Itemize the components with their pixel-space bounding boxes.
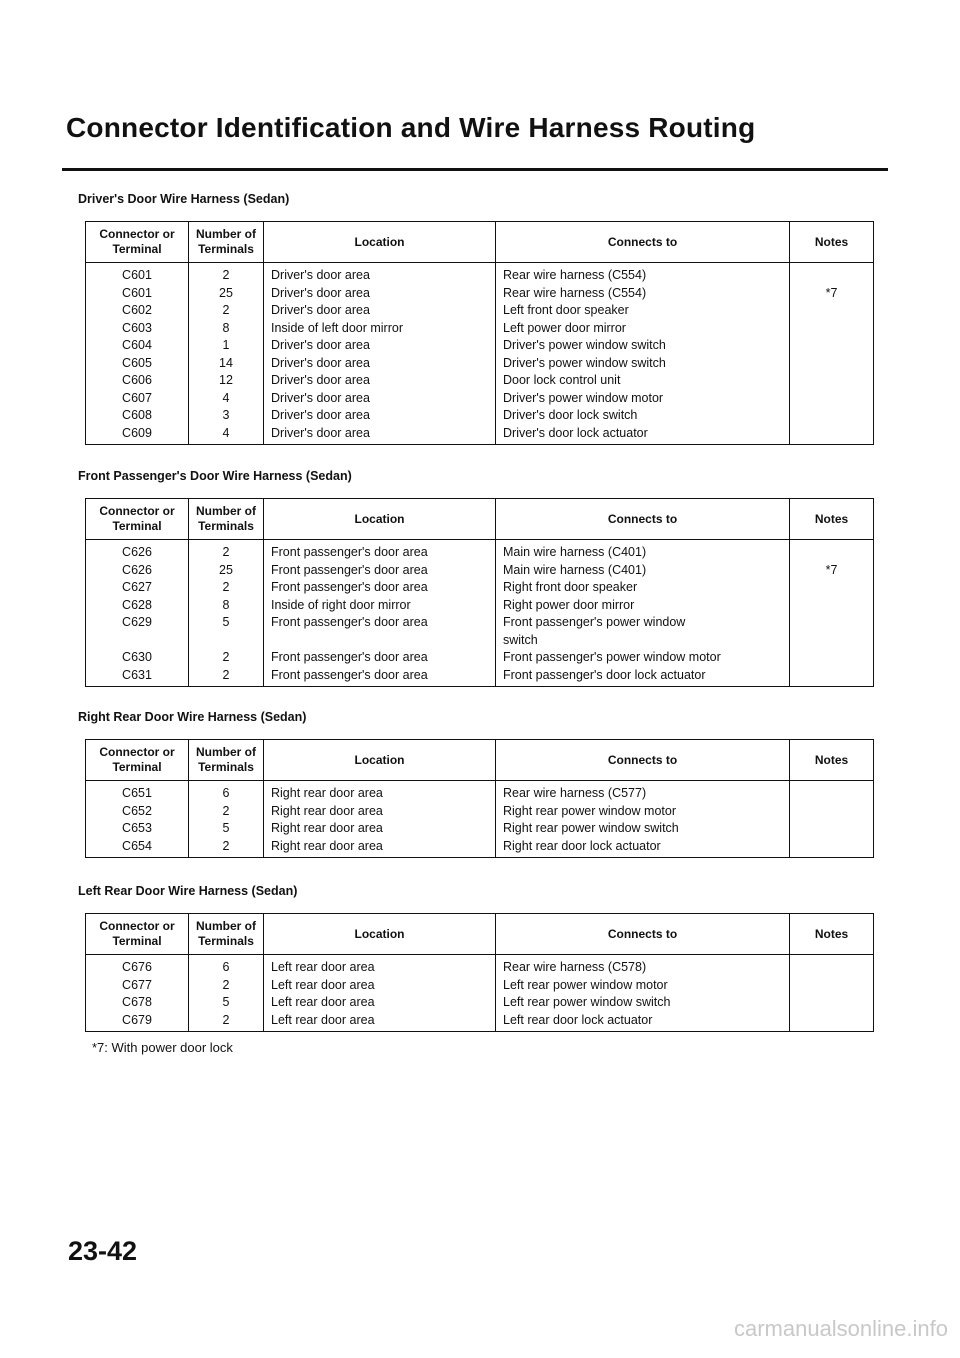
table-body	[86, 781, 874, 858]
terminal-count: 4	[222, 425, 230, 440]
terminal-count: 1	[222, 338, 230, 352]
connector-id: C679	[122, 1012, 152, 1027]
connects-to-text: Driver's door lock actuator	[503, 425, 648, 440]
section-title-front-passenger-door: Front Passenger's Door Wire Harness (Sedan)	[78, 469, 352, 483]
location-text: Front passenger's door area	[271, 615, 428, 629]
header-terminals: Number of Terminals	[189, 222, 264, 263]
terminal-count: 5	[222, 995, 230, 1009]
connects-to-text: Right rear power window switch	[503, 821, 679, 835]
footnote: *7: With power door lock	[92, 1040, 233, 1055]
connector-id: C604	[122, 338, 152, 352]
section-title-left-rear-door: Left Rear Door Wire Harness (Sedan)	[78, 884, 298, 898]
terminal-count: 3	[222, 408, 230, 422]
location-text: Driver's door area	[271, 373, 370, 387]
table-header-row	[86, 740, 874, 781]
connects-to-text: Front passenger's power window	[503, 615, 686, 629]
notes-column	[790, 955, 874, 1032]
location-text: Front passenger's door area	[271, 650, 428, 664]
connector-column	[86, 955, 189, 1032]
terminal-count: 2	[222, 650, 230, 664]
connects-to-text: Left rear door lock actuator	[503, 1012, 653, 1027]
location-text: Front passenger's door area	[271, 580, 428, 594]
connects-to-text: Driver's door lock switch	[503, 408, 638, 422]
connector-id: C651	[122, 786, 152, 800]
header-connects-to: Connects to	[496, 914, 790, 955]
connector-id: C603	[122, 320, 152, 335]
connects-to-text: Right rear power window motor	[503, 803, 676, 818]
table-body	[86, 955, 874, 1032]
location-text: Inside of left door mirror	[271, 320, 403, 335]
table-header-row	[86, 914, 874, 955]
terminal-count: 2	[222, 303, 230, 317]
connects-to-text: Left rear power window switch	[503, 995, 671, 1009]
terminal-count: 25	[219, 285, 233, 300]
connector-column	[86, 540, 189, 687]
note-text: *7	[825, 562, 838, 577]
terminal-count: 2	[222, 268, 230, 282]
location-text: Right rear door area	[271, 786, 383, 800]
connects-to-text: Driver's power window switch	[503, 355, 666, 370]
connector-id: C626	[122, 562, 152, 577]
location-text: Front passenger's door area	[271, 545, 428, 559]
section-title-right-rear-door: Right Rear Door Wire Harness (Sedan)	[78, 710, 307, 724]
connector-id: C609	[122, 425, 152, 440]
connects-to-text: Driver's power window motor	[503, 390, 664, 405]
header-location: Location	[264, 740, 496, 781]
location-text: Driver's door area	[271, 390, 370, 405]
location-text: Right rear door area	[271, 838, 383, 853]
header-notes: Notes	[790, 914, 874, 955]
location-text: Right rear door area	[271, 821, 383, 835]
connector-id: C652	[122, 803, 152, 818]
connector-id: C631	[122, 667, 152, 682]
notes-column	[790, 781, 874, 858]
harness-table-right-rear-door	[85, 739, 874, 858]
harness-table-front-passenger-door	[85, 498, 874, 687]
terminal-count: 14	[219, 355, 233, 370]
connects-to-column	[496, 781, 790, 858]
note-text	[790, 267, 873, 285]
title-rule	[62, 168, 888, 171]
location-text: Inside of right door mirror	[271, 597, 411, 612]
header-terminals: Number of Terminals	[189, 914, 264, 955]
connects-to-text: Right power door mirror	[503, 597, 635, 612]
header-connects-to: Connects to	[496, 499, 790, 540]
connector-id: C628	[122, 597, 152, 612]
location-text: Driver's door area	[271, 355, 370, 370]
header-location: Location	[264, 222, 496, 263]
header-terminals: Number of Terminals	[189, 740, 264, 781]
terminal-count: 2	[222, 977, 230, 992]
connector-id: C606	[122, 373, 152, 387]
header-connector: Connector or Terminal	[86, 914, 189, 955]
page-title: Connector Identification and Wire Harness Routing	[66, 112, 756, 143]
location-text: Left rear door area	[271, 1012, 375, 1027]
header-connector: Connector or Terminal	[86, 740, 189, 781]
terminal-count: 8	[222, 320, 230, 335]
harness-table-drivers-door	[85, 221, 874, 445]
terminal-count: 5	[222, 615, 230, 629]
location-text: Right rear door area	[271, 803, 383, 818]
note-text: *7	[825, 285, 838, 300]
location-text: Driver's door area	[271, 425, 370, 440]
location-text: Driver's door area	[271, 268, 370, 282]
location-text: Front passenger's door area	[271, 667, 428, 682]
connector-id: C654	[122, 838, 152, 853]
connects-to-column	[496, 540, 790, 687]
connector-id: C607	[122, 390, 152, 405]
connects-to-text: Front passenger's door lock actuator	[503, 667, 706, 682]
section-title-drivers-door: Driver's Door Wire Harness (Sedan)	[78, 192, 290, 206]
connects-to-text: Driver's power window switch	[503, 338, 666, 352]
connects-to-text: Right rear door lock actuator	[503, 838, 661, 853]
header-location: Location	[264, 914, 496, 955]
location-column	[264, 781, 496, 858]
connector-id: C601	[122, 268, 152, 282]
location-text: Driver's door area	[271, 338, 370, 352]
location-text: Driver's door area	[271, 303, 370, 317]
connects-to-text: Rear wire harness (C577)	[503, 786, 647, 800]
header-terminals: Number of Terminals	[189, 499, 264, 540]
connector-id: C601	[122, 285, 152, 300]
header-connects-to: Connects to	[496, 740, 790, 781]
connects-to-text: Left power door mirror	[503, 320, 626, 335]
table-body	[86, 263, 874, 445]
terminal-count: 6	[222, 960, 230, 974]
connector-id: C629	[122, 615, 152, 629]
connector-id: C608	[122, 408, 152, 422]
terminal-count: 2	[222, 1012, 230, 1027]
page-number: 23-42	[68, 1236, 138, 1266]
terminal-count: 5	[222, 821, 230, 835]
table-header-row	[86, 222, 874, 263]
connector-id: C630	[122, 650, 152, 664]
location-text: Left rear door area	[271, 960, 375, 974]
terminal-count: 2	[222, 545, 230, 559]
connector-id: C605	[122, 355, 152, 370]
connector-column	[86, 263, 189, 445]
connects-to-text-cont: switch	[503, 632, 538, 647]
header-location: Location	[264, 499, 496, 540]
note-text	[790, 544, 873, 562]
connects-to-text: Left rear power window motor	[503, 977, 668, 992]
table-body	[86, 540, 874, 687]
notes-column	[790, 263, 874, 445]
location-column	[264, 955, 496, 1032]
location-text: Left rear door area	[271, 977, 375, 992]
notes-column	[790, 540, 874, 687]
location-column	[264, 263, 496, 445]
terminal-count: 25	[219, 562, 233, 577]
terminal-count: 2	[222, 838, 230, 853]
terminal-count: 8	[222, 597, 230, 612]
terminal-count: 12	[219, 373, 233, 387]
connects-to-text: Rear wire harness (C578)	[503, 960, 647, 974]
header-connector: Connector or Terminal	[86, 499, 189, 540]
terminal-count: 2	[222, 667, 230, 682]
connects-to-text: Rear wire harness (C554)	[503, 268, 647, 282]
harness-table-left-rear-door	[85, 913, 874, 1032]
terminals-column	[189, 263, 264, 445]
terminals-column	[189, 955, 264, 1032]
location-text: Left rear door area	[271, 995, 375, 1009]
connector-id: C627	[122, 580, 152, 594]
location-column	[264, 540, 496, 687]
location-text: Front passenger's door area	[271, 562, 428, 577]
connects-to-text: Main wire harness (C401)	[503, 545, 647, 559]
terminals-column	[189, 540, 264, 687]
terminal-count: 2	[222, 580, 230, 594]
connects-to-text: Right front door speaker	[503, 580, 638, 594]
location-text: Driver's door area	[271, 408, 370, 422]
connector-id: C626	[122, 545, 152, 559]
terminals-column	[189, 781, 264, 858]
table-header-row	[86, 499, 874, 540]
connects-to-text: Rear wire harness (C554)	[503, 285, 647, 300]
connector-id: C602	[122, 303, 152, 317]
terminal-count: 6	[222, 786, 230, 800]
connector-id: C653	[122, 821, 152, 835]
location-text: Driver's door area	[271, 285, 370, 300]
watermark: carmanualsonline.info	[733, 1316, 948, 1341]
connector-column	[86, 781, 189, 858]
header-notes: Notes	[790, 740, 874, 781]
terminal-count: 2	[222, 803, 230, 818]
connects-to-text: Door lock control unit	[503, 373, 621, 387]
connector-id: C676	[122, 960, 152, 974]
connects-to-column	[496, 955, 790, 1032]
terminal-count: 4	[222, 390, 230, 405]
header-connector: Connector or Terminal	[86, 222, 189, 263]
connects-to-text: Main wire harness (C401)	[503, 562, 647, 577]
connects-to-column	[496, 263, 790, 445]
connector-id: C678	[122, 995, 152, 1009]
connects-to-text: Left front door speaker	[503, 303, 629, 317]
connects-to-text: Front passenger's power window motor	[503, 650, 721, 664]
header-connects-to: Connects to	[496, 222, 790, 263]
header-notes: Notes	[790, 222, 874, 263]
connector-id: C677	[122, 977, 152, 992]
header-notes: Notes	[790, 499, 874, 540]
